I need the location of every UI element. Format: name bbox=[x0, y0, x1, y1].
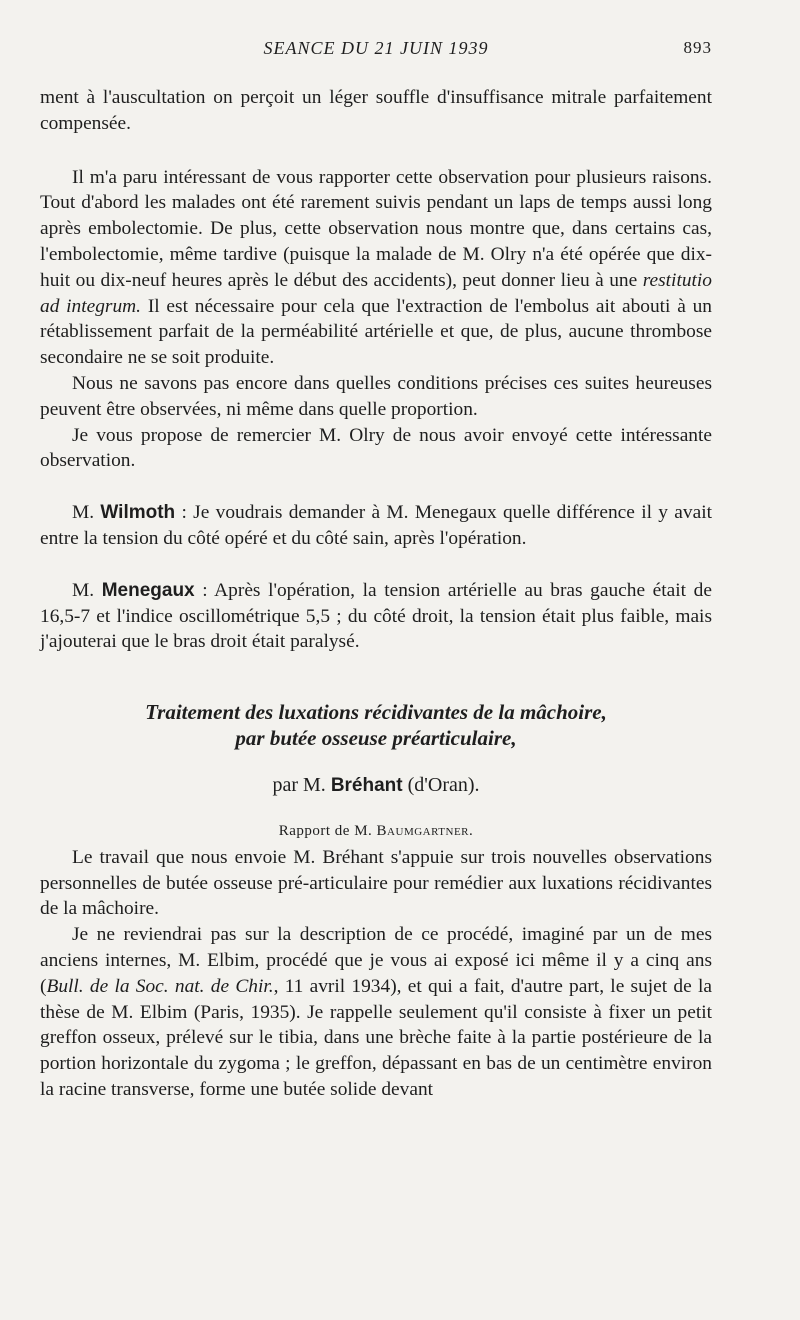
article-byline bbox=[40, 773, 712, 799]
author-name: Bréhant bbox=[330, 775, 403, 797]
speaker-wilmoth-paragraph bbox=[40, 500, 712, 552]
paragraph-continuation: ment à l'auscultation on perçoit un léger souffle d'insuffisance mitrale parfaitement compensée. bbox=[40, 87, 712, 134]
paragraph-procedure-text-end: , 11 avril 1934), et qui a fait, d'autre part, le sujet de la thèse de M. Elbim (Paris, 1935). Je rappelle seulement qu'il consiste à fixer un petit greffon osseux, prélevé sur le tibia, dans une brèche faite à la partie postérieure de la portion horizontale du zygoma ; le greffon, dépassant en bas de un centimètre environ la racine transverse, forme une butée solide devant bbox=[40, 975, 712, 1100]
body-text bbox=[40, 85, 712, 1103]
reporter-name: Baumgartner. bbox=[376, 822, 474, 839]
speaker-wilmoth-text: : Je voudrais demander à M. Menegaux quelle différence il y avait entre la tension du côté opéré et du côté sain, après l'opération. bbox=[40, 502, 712, 549]
report-line bbox=[40, 819, 712, 845]
paragraph-conditions: Nous ne savons pas encore dans quelles conditions précises ces suites heureuses peuvent être observées, ni même dans quelle proportion. bbox=[40, 372, 712, 420]
journal-citation: Bull. de la Soc. nat. de Chir. bbox=[46, 975, 274, 997]
latin-phrase: restitutio ad integrum. bbox=[40, 269, 712, 317]
page-header bbox=[40, 38, 712, 64]
paragraph-thanks: Je vous propose de remercier M. Olry de nous avoir envoyé cette intéressante observation. bbox=[40, 424, 712, 472]
report-prefix: Rapport de M. bbox=[278, 822, 373, 839]
paragraph-intro: Le travail que nous envoie M. Bréhant s'appuie sur trois nouvelles observations personnelles de butée osseuse pré-articulaire pour remédier aux luxations récidivantes de la mâchoire. bbox=[40, 846, 712, 920]
article-title bbox=[40, 699, 712, 751]
paragraph-procedure bbox=[40, 922, 712, 1103]
paragraph-procedure-text: Je ne reviendrai pas sur la description de ce procédé, imaginé par un de mes anciens internes, M. Elbim, procédé que je vous ai exposé ici même il y a cinq ans ( bbox=[40, 924, 712, 997]
running-head: SEANCE DU 21 JUIN 1939 bbox=[263, 38, 489, 58]
speaker-prefix: M. bbox=[72, 579, 95, 601]
speaker-menegaux-paragraph bbox=[40, 578, 712, 655]
article-title-line-2: par butée osseuse préarticulaire, bbox=[235, 726, 517, 751]
speaker-menegaux-text: : Après l'opération, la tension artérielle au bras gauche était de 16,5-7 et l'indice oscillométrique 5,5 ; du côté droit, la tension était plus faible, mais j'ajouterai que le bras droit était paralysé. bbox=[40, 579, 712, 653]
speaker-name-menegaux: Menegaux bbox=[101, 579, 195, 601]
byline-suffix: (d'Oran). bbox=[407, 774, 480, 797]
page-number: 893 bbox=[683, 38, 712, 57]
speaker-name-wilmoth: Wilmoth bbox=[100, 502, 176, 524]
paragraph-reasons-text: Il m'a paru intéressant de vous rapporter cette observation pour plusieurs raisons. Tout d'abord les malades ont été rarement suivis pendant un laps de temps aussi long après embolectomie. De plus, cette observation nous montre que, dans certains cas, l'embolectomie, même tardive (puisque la malade de M. Olry n'a été opérée que dix-huit ou dix-neuf heures après le début des accidents), peut donner lieu à une bbox=[40, 166, 712, 291]
speaker-prefix: M. bbox=[72, 502, 95, 524]
article-title-line-1: Traitement des luxations récidivantes de la mâchoire, bbox=[145, 700, 607, 725]
paragraph-reasons bbox=[40, 165, 712, 371]
byline-prefix: par M. bbox=[272, 774, 326, 797]
paragraph-reasons-text-end: Il est nécessaire pour cela que l'extraction de l'embolus ait abouti à un rétablissement parfait de la perméabilité artérielle et que, de plus, aucune thrombose secondaire ne se soit produite. bbox=[40, 295, 712, 369]
